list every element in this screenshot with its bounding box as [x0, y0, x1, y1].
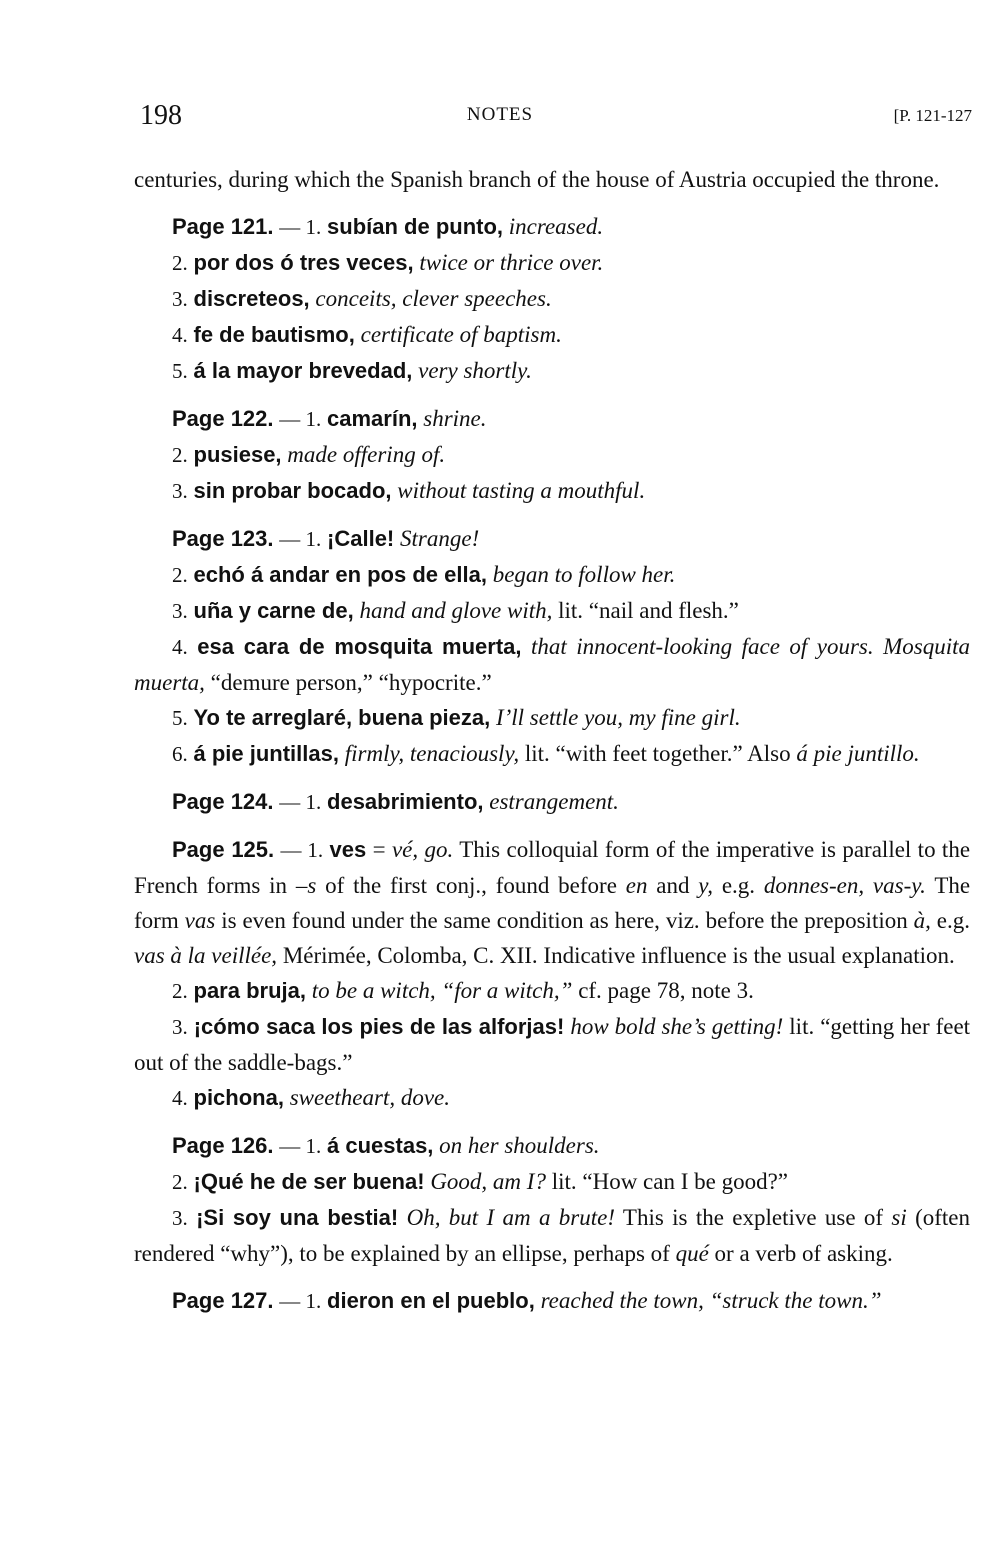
notes-body	[134, 162, 970, 1319]
note-126-1: Page 126. — 1. á cuestas, on her shoulders.	[172, 1133, 600, 1158]
page-range: [P. 121-127	[893, 106, 972, 125]
note-123-6: 6. á pie juntillas, firmly, tenaciously, lit. “with feet together.” Also á pie juntillo.	[172, 741, 920, 766]
note-122-3: 3. sin probar bocado, without tasting a mouthful.	[172, 478, 646, 503]
note-121-4: 4. fe de bautismo, certificate of baptism.	[172, 322, 562, 347]
page-lead: Page 123.	[172, 526, 274, 551]
note-122-2: 2. pusiese, made offering of.	[172, 442, 446, 467]
intro-paragraph: centuries, during which the Spanish branch of the house of Austria occupied the throne.	[134, 167, 940, 192]
note-125-3: 3. ¡cómo saca los pies de las alforjas! how bold she’s getting! lit. “getting her feet out of the saddle-bags.”	[134, 1014, 971, 1075]
page-lead: Page 124.	[172, 789, 274, 814]
note-127-1: Page 127. — 1. dieron en el pueblo, reached the town, “struck the town.”	[172, 1288, 882, 1313]
page-lead: Page 127.	[172, 1288, 274, 1313]
note-126-2: 2. ¡Qué he de ser buena! Good, am I? lit. “How can I be good?”	[172, 1169, 789, 1194]
note-123-1: Page 123. — 1. ¡Calle! Strange!	[172, 526, 480, 551]
page-header	[0, 100, 1000, 134]
note-121-3: 3. discreteos, conceits, clever speeches.	[172, 286, 552, 311]
note-123-5: 5. Yo te arreglaré, buena pieza, I’ll settle you, my fine girl.	[172, 705, 741, 730]
note-123-4: 4. esa cara de mosquita muerta, that innocent-looking face of yours. Mosquita muerta, “demure person,” “hypocrite.”	[134, 634, 971, 695]
page-number: 198	[140, 100, 182, 131]
note-125-4: 4. pichona, sweetheart, dove.	[172, 1085, 451, 1110]
page-lead: Page 122.	[172, 406, 274, 431]
page-lead: Page 125.	[172, 837, 275, 862]
note-123-2: 2. echó á andar en pos de ella, began to follow her.	[172, 562, 676, 587]
note-125-2: 2. para bruja, to be a witch, “for a witch,” cf. page 78, note 3.	[172, 978, 754, 1003]
note-121-1: Page 121. — 1. subían de punto, increased.	[172, 214, 604, 239]
page-lead: Page 126.	[172, 1133, 274, 1158]
note-125-1: Page 125. — 1. ves = vé, go. This colloquial form of the imperative is parallel to the French forms in –s of the first conj., found before en and y, e.g. donnes-en, vas-y. The form vas is even found under the same condition as here, viz. before the preposition à, e.g. vas à la veillée, Mérimée, Colomba, C. XII. Indicative influence is the usual explanation.	[134, 837, 971, 968]
note-126-3: 3. ¡Si soy una bestia! Oh, but I am a brute! This is the expletive use of si (often rendered “why”), to be explained by an ellipse, perhaps of qué or a verb of asking.	[134, 1205, 971, 1266]
running-title: NOTES	[466, 104, 534, 125]
page-lead: Page 121.	[172, 214, 274, 239]
note-122-1: Page 122. — 1. camarín, shrine.	[172, 406, 487, 431]
note-121-2: 2. por dos ó tres veces, twice or thrice over.	[172, 250, 604, 275]
note-123-3: 3. uña y carne de, hand and glove with, lit. “nail and flesh.”	[172, 598, 739, 623]
note-124-1: Page 124. — 1. desabrimiento, estrangement.	[172, 789, 619, 814]
note-121-5: 5. á la mayor brevedad, very shortly.	[172, 358, 532, 383]
